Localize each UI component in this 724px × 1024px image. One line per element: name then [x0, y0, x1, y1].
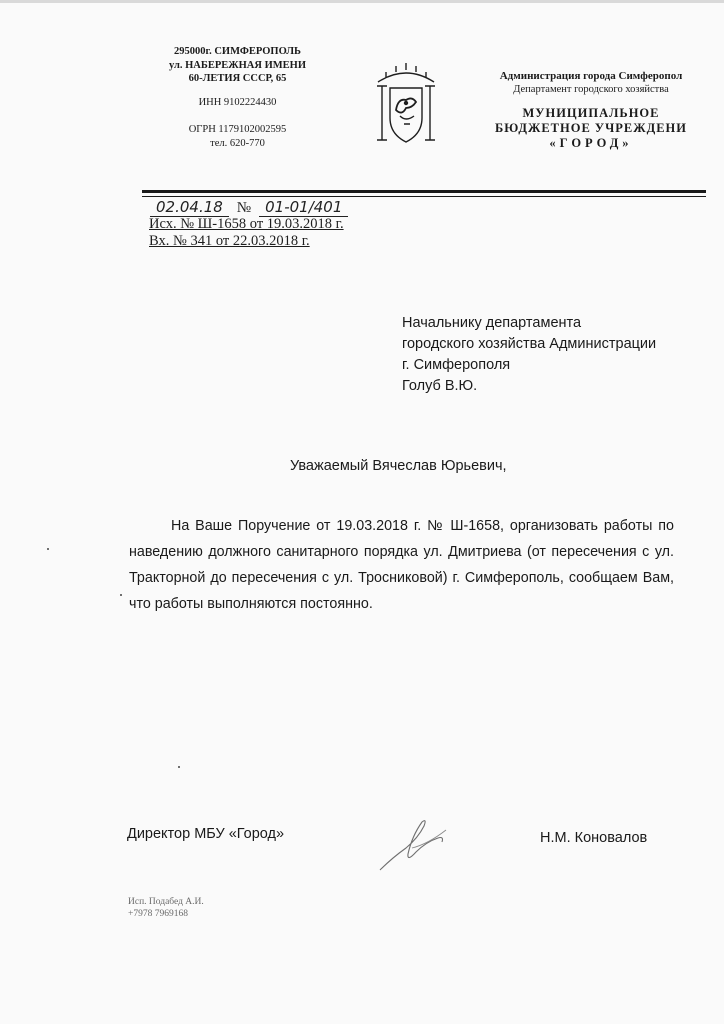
addressee-block — [402, 313, 656, 397]
executor-info — [128, 896, 204, 920]
addressee-line-2: городского хозяйства Администрации — [402, 336, 657, 352]
scan-edge — [0, 0, 724, 3]
institution-short-name: «ГОРОД» — [549, 136, 633, 150]
executor-name: Исп. Подабед А.И. — [128, 897, 204, 907]
inn: ИНН 9102224430 — [198, 96, 277, 108]
signer-title: Директор МБУ «Город» — [127, 826, 285, 842]
addressee-line-4: Голуб В.Ю. — [402, 378, 478, 394]
signer-name: Н.М. Коновалов — [540, 830, 648, 846]
registration-stamp — [150, 198, 348, 217]
header-rule-thin — [142, 196, 706, 197]
scan-speck — [47, 548, 49, 550]
letter-body: На Ваше Поручение от 19.03.2018 г. № Ш-1658, организовать работы по наведению должного санитарного порядка ул. Дмитриева (от пересечения с ул. Тракторной до пересечения с ул. Тросниковой) г. Симферополь, сообщаем Вам, что работы выполняются постоянно. — [129, 518, 674, 612]
handwritten-date: 02.04.18 — [150, 198, 229, 217]
institution-line-1: МУНИЦИПАЛЬНОЕ — [522, 106, 660, 120]
number-sign: № — [236, 200, 252, 216]
handwritten-signature — [372, 808, 462, 878]
phone: тел. 620-770 — [210, 137, 265, 149]
address-line-2: ул. НАБЕРЕЖНАЯ ИМЕНИ — [169, 59, 306, 71]
institution-header — [486, 70, 696, 151]
institution-line-2: БЮДЖЕТНОЕ УЧРЕЖДЕНИ — [494, 121, 687, 135]
executor-phone: +7978 7969168 — [128, 909, 188, 919]
scan-speck — [178, 766, 180, 768]
addressee-line-1: Начальнику департамента — [402, 315, 582, 331]
sender-details — [150, 45, 325, 150]
ogrn: ОГРН 1179102002595 — [188, 124, 287, 135]
scan-speck — [120, 594, 122, 596]
addressee-line-3: г. Симферополя — [402, 357, 511, 373]
handwritten-number: 01-01/401 — [259, 198, 348, 217]
outgoing-reference: Исх. № Ш-1658 от 19.03.2018 г. — [149, 216, 344, 232]
incoming-reference: Вх. № 341 от 22.03.2018 г. — [149, 233, 310, 249]
administration-name: Администрация города Симферопол — [499, 70, 683, 82]
header-rule-thick — [142, 190, 706, 193]
department-name: Департамент городского хозяйства — [513, 84, 669, 95]
crimea-coat-of-arms-icon — [366, 52, 446, 152]
address-line-1: 295000г. СИМФЕРОПОЛЬ — [174, 46, 301, 57]
address-line-3: 60-ЛЕТИЯ СССР, 65 — [188, 73, 287, 84]
salutation: Уважаемый Вячеслав Юрьевич, — [290, 458, 507, 474]
